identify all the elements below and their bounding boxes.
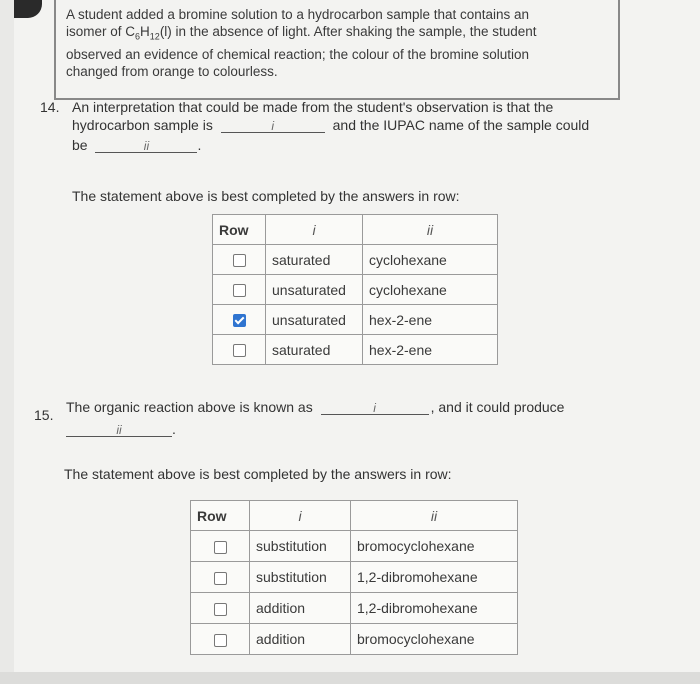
checkbox[interactable]	[233, 344, 246, 357]
question-15-instruction: The statement above is best completed by the answers in row:	[64, 466, 452, 482]
checkbox[interactable]	[233, 284, 246, 297]
checkbox[interactable]	[214, 634, 227, 647]
subscript-12: 12	[149, 31, 160, 42]
row-checkbox-cell[interactable]	[213, 245, 266, 275]
question-14-text	[72, 98, 632, 154]
bottom-edge	[0, 672, 700, 684]
table-row[interactable]	[213, 305, 498, 335]
scenario-text: isomer of C	[66, 24, 136, 39]
header-ii: ii	[351, 501, 518, 531]
answer-table-15	[190, 500, 518, 655]
checkbox[interactable]	[214, 541, 227, 554]
period: .	[172, 421, 176, 437]
cell-ii: bromocyclohexane	[351, 624, 518, 655]
cell-i: saturated	[266, 335, 363, 365]
question-15-line-2	[66, 420, 636, 438]
table-row[interactable]	[191, 562, 518, 593]
question-14-line-3	[72, 136, 632, 154]
table-row[interactable]	[191, 531, 518, 562]
table-row[interactable]	[213, 245, 498, 275]
cell-i: substitution	[250, 531, 351, 562]
cell-ii: bromocyclohexane	[351, 531, 518, 562]
question-14-instruction: The statement above is best completed by the answers in row:	[72, 188, 460, 204]
header-i: i	[266, 215, 363, 245]
row-checkbox-cell[interactable]	[191, 593, 250, 624]
checkbox-checked[interactable]	[233, 314, 246, 327]
checkbox[interactable]	[233, 254, 246, 267]
header-row: Row	[191, 501, 250, 531]
scenario-box	[54, 0, 620, 100]
table-row[interactable]	[191, 624, 518, 655]
question-14-number: 14.	[40, 99, 60, 115]
row-checkbox-cell[interactable]	[191, 624, 250, 655]
question-14-text-part: be	[72, 137, 88, 153]
cell-ii: cyclohexane	[363, 275, 498, 305]
table-row[interactable]	[191, 593, 518, 624]
scenario-text: H	[140, 24, 150, 39]
checkbox[interactable]	[214, 572, 227, 585]
cell-i: addition	[250, 624, 351, 655]
row-checkbox-cell[interactable]	[213, 305, 266, 335]
cell-ii: 1,2-dibromohexane	[351, 562, 518, 593]
worksheet-page	[14, 0, 700, 684]
question-15-text	[66, 398, 636, 438]
question-15-line-1	[66, 398, 636, 416]
question-14-line-1: An interpretation that could be made from the student's observation is that the	[72, 99, 554, 115]
checkbox[interactable]	[214, 603, 227, 616]
blank-i: i	[321, 402, 429, 415]
cell-i: substitution	[250, 562, 351, 593]
row-checkbox-cell[interactable]	[191, 531, 250, 562]
row-checkbox-cell[interactable]	[213, 335, 266, 365]
question-14-line-2	[72, 116, 632, 134]
blank-ii: ii	[66, 424, 172, 437]
cell-i: unsaturated	[266, 275, 363, 305]
scenario-line-2	[66, 23, 608, 46]
blank-i: i	[221, 120, 325, 133]
cell-i: addition	[250, 593, 351, 624]
scenario-line-4: changed from orange to colourless.	[66, 63, 278, 79]
question-15-text-part: The organic reaction above is known as	[66, 399, 313, 415]
cell-ii: hex-2-ene	[363, 305, 498, 335]
header-row: Row	[213, 215, 266, 245]
row-checkbox-cell[interactable]	[191, 562, 250, 593]
table-row[interactable]	[213, 275, 498, 305]
scenario-line-1: A student added a bromine solution to a hydrocarbon sample that contains an	[66, 7, 530, 22]
cell-ii: 1,2-dibromohexane	[351, 593, 518, 624]
question-14-text-part: hydrocarbon sample is	[72, 117, 213, 133]
subscript-6: 6	[135, 31, 141, 42]
header-i: i	[250, 501, 351, 531]
cell-i: unsaturated	[266, 305, 363, 335]
question-15-number: 15.	[34, 407, 54, 423]
question-15-text-part: , and it could produce	[430, 399, 565, 415]
scenario-text: (l) in the absence of light. After shaking the sample, the student	[159, 24, 537, 39]
screen-corner	[14, 0, 42, 18]
row-checkbox-cell[interactable]	[213, 275, 266, 305]
question-14-text-part: and the IUPAC name of the sample could	[332, 117, 590, 133]
cell-ii: cyclohexane	[363, 245, 498, 275]
blank-ii: ii	[95, 140, 197, 153]
header-ii: ii	[363, 215, 498, 245]
cell-ii: hex-2-ene	[363, 335, 498, 365]
table-header-row	[213, 215, 498, 245]
period: .	[197, 137, 202, 153]
table-header-row	[191, 501, 518, 531]
scenario-line-3: observed an evidence of chemical reaction; the colour of the bromine solution	[66, 46, 530, 62]
cell-i: saturated	[266, 245, 363, 275]
table-row[interactable]	[213, 335, 498, 365]
answer-table-14	[212, 214, 498, 365]
